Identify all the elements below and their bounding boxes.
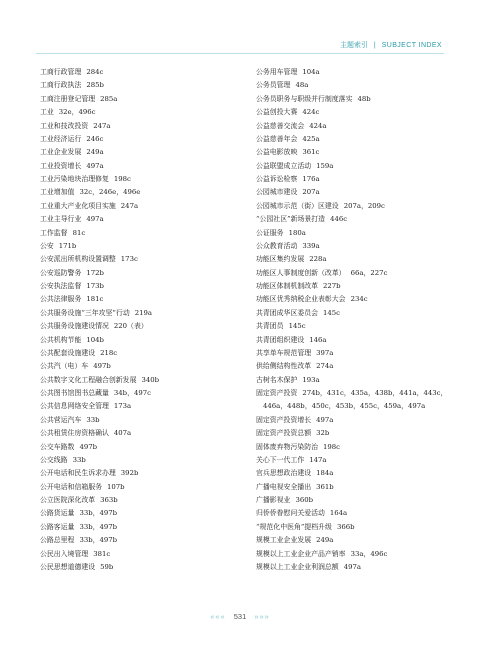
index-entry: [256, 106, 451, 119]
index-entry: [40, 186, 245, 199]
index-pages: 220（表）: [113, 322, 148, 331]
index-pages: 145c: [288, 322, 306, 331]
index-term: 公安: [40, 241, 54, 250]
index-term: 公路客运量: [40, 522, 75, 531]
index-entry: [40, 133, 245, 146]
header-rule: [36, 53, 444, 54]
index-entry: [256, 227, 451, 240]
running-header: [340, 40, 442, 50]
index-entry: [40, 293, 245, 306]
index-term: 固定资产投资总额: [256, 429, 312, 438]
index-term: 固体废弃物污染防治: [256, 442, 319, 451]
index-term: 公共租赁住房资格确认: [40, 429, 109, 438]
index-pages: 48b: [357, 94, 371, 103]
index-pages: 104b: [86, 335, 104, 344]
index-term: 工业: [40, 108, 54, 117]
index-pages: 424a: [309, 121, 327, 130]
index-term: 公共服务设施“三年攻坚”行动: [40, 308, 130, 317]
index-term: 工作监督: [40, 228, 68, 237]
index-term: 工业经济运行: [40, 134, 82, 143]
index-pages: 198c: [323, 442, 341, 451]
index-entry: [256, 120, 451, 133]
index-term: 古树名木保护: [256, 375, 298, 384]
index-pages: 228a: [309, 255, 327, 264]
index-term: 工业和技改投资: [40, 121, 89, 130]
header-title-zh: 主题索引: [339, 42, 368, 49]
index-term: 公共图书馆图书总藏量: [40, 389, 109, 397]
index-pages: 145c: [323, 308, 341, 317]
index-term: 公安派出所机构设置调整: [40, 255, 116, 264]
index-pages: 424c: [302, 108, 320, 117]
index-entry: [40, 79, 245, 92]
index-entry: [256, 521, 451, 534]
index-entry: [40, 173, 245, 186]
index-pages: 249a: [86, 148, 104, 157]
index-term: 公立医院深化改革: [40, 496, 96, 504]
index-term: 工业污染地块治理修复: [40, 175, 109, 183]
index-entry: [40, 494, 245, 507]
index-term: 归侨侨眷慰问关爱活动: [256, 509, 325, 518]
index-term: 公共服务设施建设情况: [40, 322, 109, 331]
index-entry: [256, 66, 451, 79]
index-pages: 33b，497b: [79, 522, 118, 531]
index-entry: [40, 320, 245, 333]
index-entry: [40, 534, 245, 547]
index-term: 公益诉讼检察: [256, 175, 298, 183]
index-entry: [256, 93, 451, 106]
index-pages: 207a，209c: [343, 201, 385, 210]
index-entry: [40, 200, 245, 213]
index-entry: [40, 360, 245, 373]
index-entry: [256, 387, 451, 414]
index-entry: [40, 467, 245, 480]
index-term: 公园城市建设: [256, 188, 298, 197]
index-term: 工业企业发展: [40, 148, 82, 157]
index-pages: 66a，227c: [350, 268, 388, 277]
index-entry: [40, 93, 245, 106]
index-entry: [40, 521, 245, 534]
index-entry: [256, 200, 451, 213]
index-pages: 146a: [309, 335, 327, 344]
index-term: 固定资产投资: [256, 389, 298, 397]
index-term: 工业增加值: [40, 188, 75, 197]
index-entry: [256, 507, 451, 520]
index-term: “公园社区”新场景打造: [256, 215, 326, 224]
index-term: 公证服务: [256, 228, 284, 237]
index-entry: [256, 561, 451, 574]
index-pages: 497a: [86, 161, 104, 170]
index-term: 工商行政执法: [40, 81, 82, 90]
index-pages: 184a: [316, 469, 334, 478]
index-entry: [256, 320, 451, 333]
header-separator: |: [373, 42, 376, 49]
index-pages: 246c: [86, 134, 104, 143]
index-entry: [256, 267, 451, 280]
index-entry: [256, 307, 451, 320]
index-entry: [256, 334, 451, 347]
index-pages: 219a: [134, 308, 152, 317]
index-pages: 181c: [86, 295, 104, 304]
index-pages: 176a: [302, 175, 320, 183]
index-pages: 173a: [113, 402, 132, 411]
index-entry: [40, 481, 245, 494]
index-entry: [256, 213, 451, 226]
index-entry: [40, 347, 245, 360]
index-term: 公益慈善年会: [256, 134, 298, 143]
index-term: 共享单车规范管理: [256, 348, 312, 357]
index-term: 公交车路数: [40, 442, 75, 451]
index-pages: 171b: [58, 241, 77, 250]
footer-ornament-left: «««: [210, 612, 226, 621]
index-term: 工业重大产业化项目实施: [40, 201, 116, 210]
index-term: 规模以上工业企业产品产销率: [256, 549, 346, 558]
index-term: 公交线路: [40, 455, 68, 464]
index-term: 公路货运量: [40, 509, 75, 518]
index-entry: [256, 454, 451, 467]
index-column-right: [256, 66, 451, 574]
index-term: 公开电话和民生诉求办理: [40, 469, 116, 478]
index-entry: [40, 454, 245, 467]
index-pages: 33b，497b: [79, 509, 118, 518]
index-pages: 446c: [330, 215, 348, 224]
index-pages: 363b: [100, 496, 118, 504]
index-pages: 285b: [86, 81, 104, 90]
index-pages: 339a: [302, 241, 320, 250]
index-entry: [40, 307, 245, 320]
index-pages: 81c: [72, 228, 86, 237]
index-term: 公共营运汽车: [40, 415, 82, 424]
index-pages: 247a: [120, 201, 139, 210]
index-term: 公路总里程: [40, 536, 75, 545]
index-pages: 59b: [100, 562, 114, 571]
index-pages: 32e，496c: [58, 108, 96, 117]
index-term: 公务员职务与职级并行制度落实: [256, 94, 353, 103]
index-term: 规模以上工业企业利润总额: [256, 562, 339, 571]
index-entry: [256, 146, 451, 159]
index-pages: 33b: [72, 455, 86, 464]
index-term: “规范化中医角”提档升级: [256, 522, 332, 531]
index-pages: 173b: [86, 282, 104, 290]
index-pages: 207a: [302, 188, 320, 197]
index-term: 工业投资增长: [40, 161, 82, 170]
index-entry: [40, 427, 245, 440]
index-entry: [40, 146, 245, 159]
index-term: 功能区体制机制改革: [256, 282, 319, 290]
index-term: 广播影视业: [256, 496, 291, 504]
index-entry: [256, 186, 451, 199]
index-term: 公安执法监督: [40, 282, 82, 290]
index-entry: [40, 227, 245, 240]
index-pages: 32b: [316, 429, 330, 438]
index-pages: 234c: [350, 295, 368, 304]
index-entry: [40, 120, 245, 133]
index-entry: [256, 467, 451, 480]
index-term: 公务用车管理: [256, 68, 298, 76]
index-term: 公开电话和信箱服务: [40, 482, 103, 491]
index-term: 公众教育活动: [256, 241, 298, 250]
index-term: 公共配套设施建设: [40, 348, 96, 357]
footer-ornament-right: »»»: [254, 612, 270, 621]
index-pages: 497a: [86, 215, 104, 224]
index-entry: [40, 213, 245, 226]
index-term: 共青团组织建设: [256, 335, 305, 344]
index-pages: 407a: [113, 429, 132, 438]
index-pages: 33b，497b: [79, 536, 118, 545]
index-entry: [40, 267, 245, 280]
index-pages: 33b: [86, 415, 100, 424]
index-entry: [40, 240, 245, 253]
index-term: 公共信息网络安全管理: [40, 402, 109, 411]
index-entry: [256, 160, 451, 173]
index-entry: [256, 427, 451, 440]
index-entry: [256, 347, 451, 360]
index-pages: 227b: [323, 282, 341, 290]
index-pages: 381c: [93, 549, 111, 558]
index-entry: [40, 414, 245, 427]
index-term: 公益联盟成立活动: [256, 161, 312, 170]
index-pages: 274a: [316, 362, 334, 371]
index-entry: [256, 374, 451, 387]
index-term: 公民思想道德建设: [40, 562, 96, 571]
index-term: 广播电视安全播出: [256, 482, 312, 491]
index-pages: 218c: [100, 348, 118, 357]
index-entry: [256, 441, 451, 454]
index-pages: 173c: [120, 255, 138, 264]
index-entry: [256, 79, 451, 92]
index-term: 公共法律服务: [40, 295, 82, 304]
index-entry: [256, 494, 451, 507]
index-term: 功能区优秀纳税企业表彰大会: [256, 295, 346, 304]
index-pages: 425a: [302, 134, 320, 143]
index-pages: 33a，496c: [350, 549, 388, 558]
index-entry: [256, 360, 451, 373]
index-pages: 249a: [316, 536, 334, 545]
index-pages: 497b: [79, 442, 98, 451]
page-footer: [0, 612, 480, 621]
index-pages: 285a: [100, 94, 118, 103]
index-pages: 159a: [316, 161, 334, 170]
index-entry: [256, 253, 451, 266]
index-term: 公益慈善交流会: [256, 121, 305, 130]
index-entry: [40, 507, 245, 520]
index-entry: [256, 133, 451, 146]
index-pages: 104a: [302, 68, 320, 76]
index-term: 公安巡防警务: [40, 268, 82, 277]
index-term: 功能区集约发展: [256, 255, 305, 264]
index-entry: [40, 561, 245, 574]
index-entry: [40, 441, 245, 454]
index-pages: 274b，431c，435a，438b，441a，443c，446a，448b，450c，453b，455c，459a，497a: [263, 389, 448, 411]
index-pages: 164a: [329, 509, 348, 518]
index-term: 公共数字文化工程融合创新发展: [40, 375, 137, 384]
index-pages: 392b: [120, 469, 139, 478]
index-pages: 497a: [316, 415, 334, 424]
index-term: 规模工业企业发展: [256, 536, 312, 545]
index-pages: 147a: [309, 455, 327, 464]
index-pages: 32c，246e，496e: [79, 188, 141, 197]
index-entry: [40, 106, 245, 119]
index-pages: 340b: [141, 375, 160, 384]
index-term: 功能区人事制度创新（改革）: [256, 268, 346, 277]
index-entry: [40, 66, 245, 79]
index-pages: 107b: [107, 482, 125, 491]
index-entry: [256, 240, 451, 253]
index-pages: 361b: [316, 482, 334, 491]
index-term: 供给侧结构性改革: [256, 362, 312, 371]
index-column-left: [40, 66, 245, 574]
index-pages: 172b: [86, 268, 104, 277]
index-pages: 397a: [316, 348, 334, 357]
index-pages: 497b: [93, 362, 111, 371]
index-entry: [256, 280, 451, 293]
index-term: 共青团员: [256, 322, 284, 331]
index-term: 公益创投大赛: [256, 108, 298, 117]
index-pages: 48a: [295, 81, 309, 90]
header-title-en: SUBJECT INDEX: [381, 42, 442, 49]
index-term: 公益电影放映: [256, 148, 298, 157]
index-term: 公务员管理: [256, 81, 291, 90]
index-entry: [40, 387, 245, 400]
index-entry: [256, 414, 451, 427]
index-pages: 497a: [343, 562, 361, 571]
index-entry: [256, 481, 451, 494]
index-entry: [256, 173, 451, 186]
index-entry: [256, 548, 451, 561]
index-term: 公共机构节能: [40, 335, 82, 344]
index-entry: [40, 160, 245, 173]
index-entry: [40, 400, 245, 413]
index-term: 官兵思想政治建设: [256, 469, 312, 478]
index-pages: 180a: [288, 228, 306, 237]
index-pages: 193a: [302, 375, 320, 384]
index-pages: 366b: [336, 522, 355, 531]
index-entry: [40, 253, 245, 266]
index-term: 公园城市示范（街）区建设: [256, 201, 339, 210]
index-term: 公共汽（电）车: [40, 362, 89, 371]
index-pages: 360b: [295, 496, 314, 504]
index-entry: [40, 548, 245, 561]
index-entry: [40, 374, 245, 387]
index-entry: [40, 280, 245, 293]
index-entry: [256, 534, 451, 547]
index-term: 工商行政管理: [40, 68, 82, 76]
index-term: 工商注册登记管理: [40, 94, 96, 103]
index-pages: 198c: [113, 175, 131, 183]
index-entry: [40, 334, 245, 347]
index-entry: [256, 293, 451, 306]
index-term: 关心下一代工作: [256, 455, 305, 464]
index-term: 固定资产投资增长: [256, 415, 312, 424]
index-term: 共青团成华区委员会: [256, 308, 319, 317]
index-pages: 247a: [93, 121, 111, 130]
index-pages: 284c: [86, 68, 104, 76]
index-term: 公民出入境管理: [40, 549, 89, 558]
index-pages: 361c: [302, 148, 320, 157]
index-pages: 34b，497c: [113, 389, 151, 397]
index-term: 工业主导行业: [40, 215, 82, 224]
page-number: 531: [233, 612, 247, 621]
